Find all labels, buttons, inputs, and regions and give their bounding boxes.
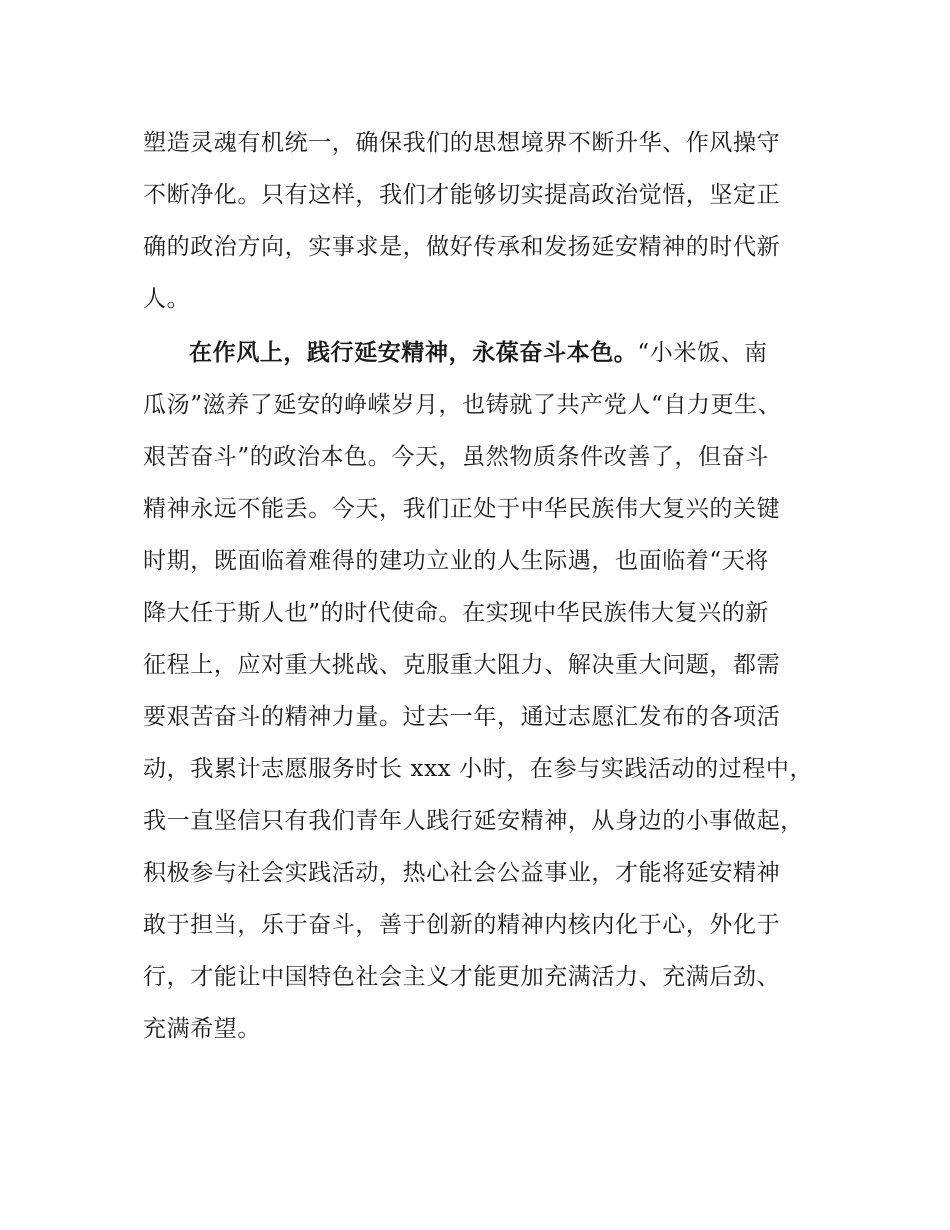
text-line: 人。 [143, 286, 191, 312]
text-line-first [143, 327, 813, 379]
text-line: 确的政治方向，实事求是，做好传承和发扬延安精神的时代新 [143, 234, 781, 260]
text-line: 艰苦奋斗”的政治本色。今天，虽然物质条件改善了，但奋斗 [143, 444, 769, 470]
text-line: 要艰苦奋斗的精神力量。过去一年，通过志愿汇发布的各项活 [143, 704, 781, 730]
section-heading: 在作风上，践行延安精神，永葆奋斗本色。 [189, 340, 638, 366]
text-line: 我一直坚信只有我们青年人践行延安精神，从身边的小事做起， [143, 808, 804, 834]
paragraph-1 [143, 117, 813, 325]
text-line: 行，才能让中国特色社会主义才能更加充满活力、充满后劲、 [143, 964, 781, 990]
text-line: 征程上，应对重大挑战、克服重大阻力、解决重大问题，都需 [143, 652, 781, 678]
text-fragment: “小米饭、南 [637, 340, 768, 366]
paragraph-2 [143, 327, 813, 1055]
text-line: 时期，既面临着难得的建功立业的人生际遇，也面临着“天将 [143, 548, 769, 574]
text-line: 敢于担当，乐于奋斗，善于创新的精神内核内化于心，外化于 [143, 912, 781, 938]
text-line: 降大任于斯人也”的时代使命。在实现中华民族伟大复兴的新 [143, 600, 769, 626]
text-line: 积极参与社会实践活动，热心社会公益事业，才能将延安精神 [143, 860, 781, 886]
text-line: 塑造灵魂有机统一，确保我们的思想境界不断升华、作风操守 [143, 130, 781, 156]
text-line: 动，我累计志愿服务时长 xxx 小时，在参与实践活动的过程中， [143, 756, 814, 782]
text-line: 充满希望。 [143, 1016, 261, 1042]
text-line: 瓜汤”滋养了延安的峥嵘岁月，也铸就了共产党人“自力更生、 [143, 392, 782, 418]
text-line: 精神永远不能丢。今天，我们正处于中华民族伟大复兴的关键 [143, 496, 781, 522]
text-line: 不断净化。只有这样，我们才能够切实提高政治觉悟，坚定正 [143, 182, 781, 208]
